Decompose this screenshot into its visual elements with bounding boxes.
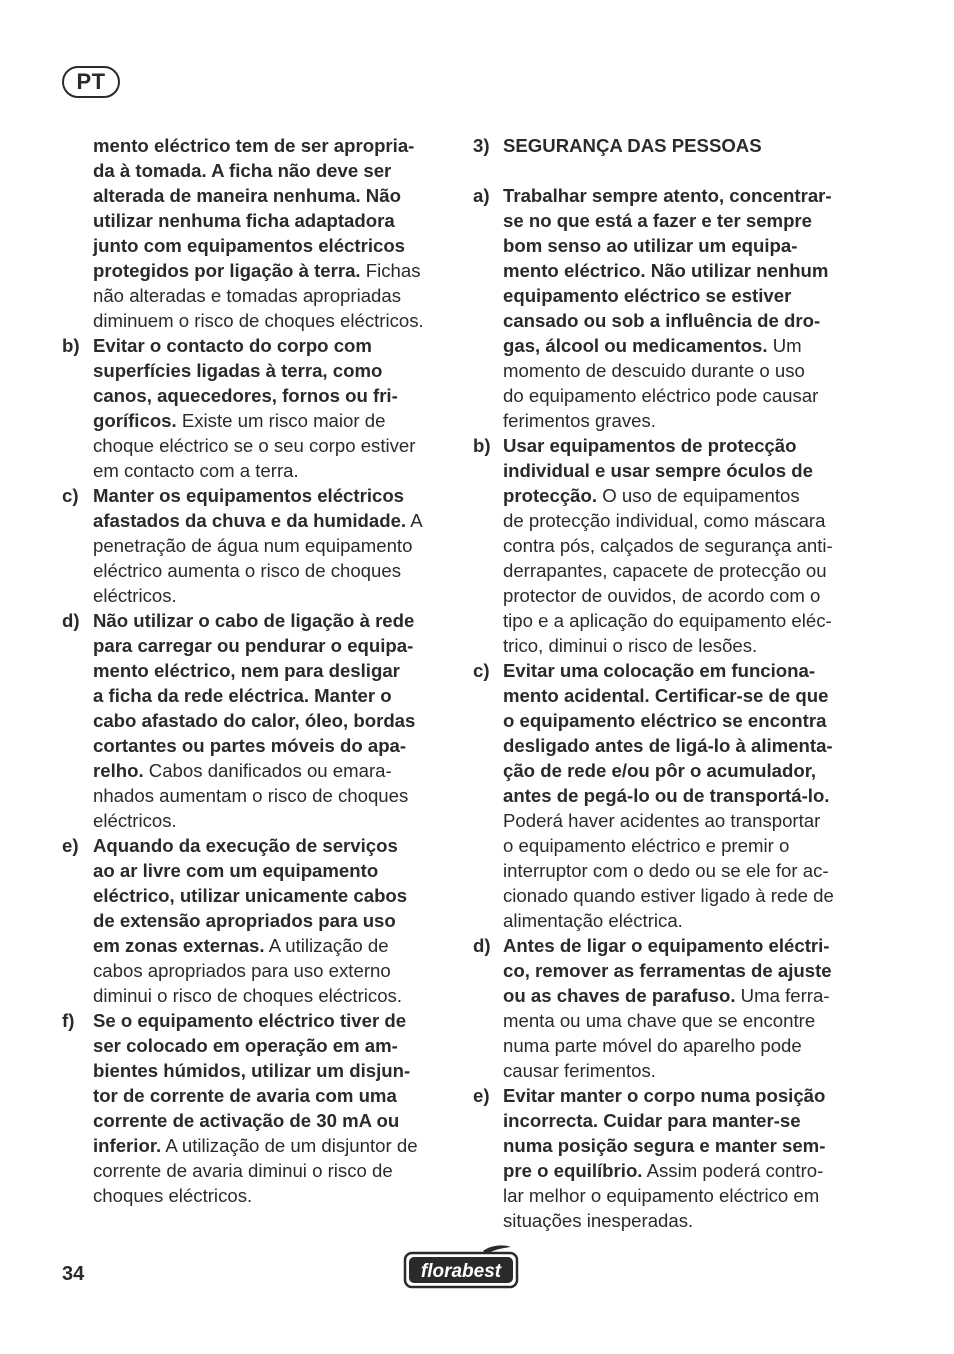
- text-line: [62, 1133, 446, 1158]
- bold-text: junto com equipamentos eléctricos: [93, 235, 406, 256]
- regular-text: A: [406, 510, 423, 531]
- text-line: [473, 308, 863, 333]
- bold-text: bom senso ao utilizar um equipa-: [503, 235, 798, 256]
- line-content: [503, 408, 656, 433]
- florabest-logo: [403, 1244, 521, 1295]
- text-line: [62, 683, 446, 708]
- line-content: [503, 658, 815, 683]
- bold-text: incorrecta. Cuidar para manter-se: [503, 1110, 801, 1131]
- line-content: [93, 183, 401, 208]
- line-content: [93, 1033, 398, 1058]
- text-line: [473, 958, 863, 983]
- line-content: [503, 1058, 656, 1083]
- bold-text: gas, álcool ou medicamentos.: [503, 335, 768, 356]
- text-line: [473, 1183, 863, 1208]
- regular-text: nhados aumentam o risco de choques: [93, 785, 409, 806]
- text-line: [62, 383, 446, 408]
- line-content: [93, 408, 385, 433]
- line-content: [503, 183, 832, 208]
- bold-text: cansado ou sob a influência de dro-: [503, 310, 821, 331]
- regular-text: do equipamento eléctrico pode causar: [503, 385, 819, 406]
- text-line: [62, 1183, 446, 1208]
- line-content: [503, 583, 820, 608]
- line-content: [93, 233, 405, 258]
- line-content: [93, 383, 398, 408]
- line-content: [503, 133, 762, 158]
- line-content: [503, 883, 834, 908]
- text-line: [62, 308, 446, 333]
- line-content: [93, 533, 412, 558]
- text-line: [62, 233, 446, 258]
- text-line: [473, 433, 863, 458]
- regular-text: ferimentos graves.: [503, 410, 656, 431]
- text-line: [473, 233, 863, 258]
- line-content: [93, 983, 402, 1008]
- line-content: [503, 858, 829, 883]
- bold-text: superfícies ligadas à terra, como: [93, 360, 383, 381]
- section-heading: SEGURANÇA DAS PESSOAS: [503, 135, 762, 156]
- text-line: [473, 608, 863, 633]
- text-line: [473, 1033, 863, 1058]
- text-line: [473, 733, 863, 758]
- line-content: [503, 308, 820, 333]
- list-marker: b): [62, 335, 80, 356]
- text-line: [473, 1008, 863, 1033]
- bold-text: de extensão apropriados para uso: [93, 910, 396, 931]
- text-line: [62, 1158, 446, 1183]
- regular-text: Existe um risco maior de: [176, 410, 386, 431]
- line-content: [503, 233, 797, 258]
- line-content: [93, 433, 415, 458]
- bold-text: ou as chaves de parafuso.: [503, 985, 736, 1006]
- line-content: [93, 808, 177, 833]
- text-line: [473, 583, 863, 608]
- line-content: [93, 658, 400, 683]
- list-marker: c): [62, 485, 79, 506]
- text-line: [62, 558, 446, 583]
- list-marker: b): [473, 435, 491, 456]
- text-line: [62, 208, 446, 233]
- line-content: [503, 358, 805, 383]
- text-line: [473, 858, 863, 883]
- right-column: [473, 133, 863, 1233]
- list-marker: f): [62, 1010, 75, 1031]
- text-line: [62, 983, 446, 1008]
- paragraph-spacer: [473, 158, 863, 183]
- text-line: [62, 883, 446, 908]
- regular-text: em contacto com a terra.: [93, 460, 299, 481]
- text-line: [473, 833, 863, 858]
- line-content: [503, 1133, 825, 1158]
- regular-text: o equipamento eléctrico e premir o: [503, 835, 790, 856]
- line-content: [503, 458, 813, 483]
- bold-text: desligado antes de ligá-lo à alimenta-: [503, 735, 833, 756]
- line-content: [503, 933, 830, 958]
- text-line: [473, 1158, 863, 1183]
- bold-text: tor de corrente de avaria com uma: [93, 1085, 397, 1106]
- text-line: [473, 508, 863, 533]
- bold-text: afastados da chuva e da humidade.: [93, 510, 407, 531]
- text-line: [62, 1033, 446, 1058]
- list-marker: d): [62, 610, 80, 631]
- text-line: [473, 1083, 863, 1108]
- line-content: [503, 958, 832, 983]
- line-content: [93, 708, 415, 733]
- regular-text: interruptor com o dedo ou se ele for ac-: [503, 860, 829, 881]
- bold-text: Se o equipamento eléctrico tiver de: [93, 1010, 407, 1031]
- text-line: [473, 708, 863, 733]
- line-content: [503, 908, 683, 933]
- bold-text: a ficha da rede eléctrica. Manter o: [93, 685, 392, 706]
- bold-text: mento acidental. Certificar-se de que: [503, 685, 829, 706]
- line-content: [93, 308, 424, 333]
- bold-text: Evitar manter o corpo numa posição: [503, 1085, 826, 1106]
- text-line: [473, 358, 863, 383]
- regular-text: cabos apropriados para uso externo: [93, 960, 391, 981]
- list-marker: e): [62, 835, 79, 856]
- bold-text: protegidos por ligação à terra.: [93, 260, 361, 281]
- line-content: [503, 758, 816, 783]
- line-content: [503, 833, 789, 858]
- bold-text: pre o equilíbrio.: [503, 1160, 643, 1181]
- bold-text: para carregar ou pendurar o equipa-: [93, 635, 414, 656]
- text-line: [473, 483, 863, 508]
- language-badge: [62, 66, 120, 98]
- text-line: [473, 933, 863, 958]
- line-content: [503, 508, 825, 533]
- language-code: PT: [76, 69, 106, 94]
- text-line: [62, 733, 446, 758]
- list-marker: c): [473, 660, 490, 681]
- regular-text: Fichas: [360, 260, 421, 281]
- line-content: [93, 1158, 393, 1183]
- bold-text: co, remover as ferramentas de ajuste: [503, 960, 832, 981]
- regular-text: eléctricos.: [93, 585, 177, 606]
- text-line: [62, 908, 446, 933]
- bold-text: o equipamento eléctrico se encontra: [503, 710, 827, 731]
- list-marker: d): [473, 935, 491, 956]
- bold-text: Evitar o contacto do corpo com: [93, 335, 372, 356]
- text-line: [473, 1108, 863, 1133]
- line-content: [503, 433, 796, 458]
- bold-text: Antes de ligar o equipamento eléctri-: [503, 935, 830, 956]
- line-content: [93, 608, 414, 633]
- bold-text: ção de rede e/ou pôr o acumulador,: [503, 760, 817, 781]
- line-content: [503, 633, 757, 658]
- text-line: [62, 833, 446, 858]
- text-line: [62, 1108, 446, 1133]
- line-content: [503, 1158, 823, 1183]
- line-content: [93, 1083, 397, 1108]
- bold-text: Aquando da execução de serviços: [93, 835, 398, 856]
- line-content: [93, 1058, 410, 1083]
- list-marker: e): [473, 1085, 490, 1106]
- line-content: [93, 633, 413, 658]
- regular-text: cionado quando estiver ligado à rede de: [503, 885, 834, 906]
- line-content: [93, 1183, 252, 1208]
- line-content: [93, 758, 392, 783]
- line-content: [93, 908, 396, 933]
- bold-text: mento eléctrico. Não utilizar nenhum: [503, 260, 829, 281]
- bold-text: mento eléctrico, nem para desligar: [93, 660, 400, 681]
- bold-text: Evitar uma colocação em funciona-: [503, 660, 816, 681]
- bold-text: se no que está a fazer e ter sempre: [503, 210, 813, 231]
- regular-text: corrente de avaria diminui o risco de: [93, 1160, 393, 1181]
- line-content: [93, 358, 382, 383]
- line-content: [93, 333, 372, 358]
- line-content: [503, 1208, 693, 1233]
- text-line: [62, 783, 446, 808]
- regular-text: numa parte móvel do aparelho pode: [503, 1035, 802, 1056]
- regular-text: trico, diminui o risco de lesões.: [503, 635, 758, 656]
- line-content: [503, 1083, 825, 1108]
- line-content: [503, 333, 802, 358]
- line-content: [503, 1033, 802, 1058]
- bold-text: utilizar nenhuma ficha adaptadora: [93, 210, 395, 231]
- line-content: [503, 258, 828, 283]
- line-content: [93, 833, 398, 858]
- line-content: [503, 283, 791, 308]
- regular-text: diminuem o risco de choques eléctricos.: [93, 310, 424, 331]
- florabest-logo-graphic: [403, 1244, 521, 1290]
- regular-text: choque eléctrico se o seu corpo estiver: [93, 435, 416, 456]
- bold-text: cortantes ou partes móveis do apa-: [93, 735, 407, 756]
- text-line: [62, 608, 446, 633]
- list-marker: 3): [473, 135, 490, 156]
- line-content: [93, 1108, 399, 1133]
- regular-text: Uma ferra-: [735, 985, 830, 1006]
- text-line: [473, 283, 863, 308]
- text-line: [62, 1083, 446, 1108]
- text-line: [62, 358, 446, 383]
- left-column: [62, 133, 446, 1208]
- line-content: [503, 608, 832, 633]
- line-content: [93, 133, 414, 158]
- text-line: [473, 983, 863, 1008]
- logo-text: florabest: [420, 1261, 502, 1282]
- line-content: [93, 283, 401, 308]
- list-marker: a): [473, 185, 490, 206]
- bold-text: Manter os equipamentos eléctricos: [93, 485, 405, 506]
- text-line: [62, 633, 446, 658]
- text-line: [62, 533, 446, 558]
- line-content: [93, 1133, 418, 1158]
- text-line: [473, 408, 863, 433]
- regular-text: menta ou uma chave que se encontre: [503, 1010, 816, 1031]
- regular-text: situações inesperadas.: [503, 1210, 694, 1231]
- line-content: [503, 208, 812, 233]
- text-line: [473, 908, 863, 933]
- bold-text: eléctrico, utilizar unicamente cabos: [93, 885, 408, 906]
- regular-text: Poderá haver acidentes ao transportar: [503, 810, 821, 831]
- text-line: [62, 933, 446, 958]
- text-line: [62, 758, 446, 783]
- line-content: [503, 683, 828, 708]
- text-line: [62, 183, 446, 208]
- line-content: [93, 733, 406, 758]
- text-line: [473, 883, 863, 908]
- regular-text: penetração de água num equipamento: [93, 535, 413, 556]
- line-content: [93, 783, 408, 808]
- text-line: [473, 208, 863, 233]
- regular-text: A utilização de: [264, 935, 389, 956]
- line-content: [93, 458, 299, 483]
- bold-text: goríficos.: [93, 410, 177, 431]
- regular-text: diminui o risco de choques eléctricos.: [93, 985, 403, 1006]
- text-line: [473, 533, 863, 558]
- line-content: [503, 533, 833, 558]
- text-line: [473, 458, 863, 483]
- text-line: [62, 483, 446, 508]
- regular-text: A utilização de um disjuntor de: [161, 1135, 418, 1156]
- regular-text: alimentação eléctrica.: [503, 910, 683, 931]
- regular-text: Um: [767, 335, 802, 356]
- text-line: [62, 333, 446, 358]
- text-line: [473, 808, 863, 833]
- regular-text: O uso de equipamentos: [597, 485, 800, 506]
- regular-text: Cabos danificados ou emara-: [143, 760, 392, 781]
- regular-text: não alteradas e tomadas apropriadas: [93, 285, 402, 306]
- line-content: [503, 558, 827, 583]
- text-line: [473, 333, 863, 358]
- text-line: [473, 633, 863, 658]
- text-line: [473, 783, 863, 808]
- bold-text: protecção.: [503, 485, 598, 506]
- line-content: [503, 1183, 819, 1208]
- text-line: [62, 408, 446, 433]
- text-line: [62, 283, 446, 308]
- regular-text: de protecção individual, como máscara: [503, 510, 826, 531]
- text-line: [62, 658, 446, 683]
- bold-text: bientes húmidos, utilizar um disjun-: [93, 1060, 411, 1081]
- bold-text: cabo afastado do calor, óleo, bordas: [93, 710, 416, 731]
- regular-text: eléctrico aumenta o risco de choques: [93, 560, 402, 581]
- text-line: [473, 133, 863, 158]
- line-content: [93, 858, 378, 883]
- line-content: [93, 1008, 406, 1033]
- regular-text: lar melhor o equipamento eléctrico em: [503, 1185, 820, 1206]
- text-line: [62, 708, 446, 733]
- line-content: [503, 983, 830, 1008]
- regular-text: tipo e a aplicação do equipamento eléc-: [503, 610, 832, 631]
- text-line: [62, 433, 446, 458]
- regular-text: eléctricos.: [93, 810, 177, 831]
- text-line: [62, 583, 446, 608]
- text-line: [473, 683, 863, 708]
- text-line: [62, 158, 446, 183]
- bold-text: antes de pegá-lo ou de transportá-lo.: [503, 785, 830, 806]
- line-content: [93, 558, 401, 583]
- text-line: [473, 1208, 863, 1233]
- text-line: [473, 758, 863, 783]
- text-line: [473, 258, 863, 283]
- page-number: 34: [62, 1263, 85, 1285]
- line-content: [93, 258, 421, 283]
- line-content: [503, 1008, 815, 1033]
- text-line: [62, 858, 446, 883]
- line-content: [503, 733, 833, 758]
- bold-text: alterada de maneira nenhuma. Não: [93, 185, 401, 206]
- line-content: [503, 483, 800, 508]
- text-line: [473, 558, 863, 583]
- bold-text: Trabalhar sempre atento, concentrar-: [503, 185, 832, 206]
- regular-text: causar ferimentos.: [503, 1060, 656, 1081]
- regular-text: choques eléctricos.: [93, 1185, 253, 1206]
- line-content: [503, 708, 826, 733]
- text-line: [473, 1058, 863, 1083]
- bold-text: inferior.: [93, 1135, 162, 1156]
- bold-text: ser colocado em operação em am-: [93, 1035, 398, 1056]
- text-line: [473, 383, 863, 408]
- line-content: [503, 383, 818, 408]
- line-content: [93, 208, 395, 233]
- text-line: [473, 658, 863, 683]
- bold-text: da à tomada. A ficha não deve ser: [93, 160, 392, 181]
- line-content: [93, 883, 407, 908]
- line-content: [93, 158, 391, 183]
- line-content: [93, 583, 177, 608]
- regular-text: momento de descuido durante o uso: [503, 360, 805, 381]
- line-content: [93, 683, 392, 708]
- regular-text: contra pós, calçados de segurança anti-: [503, 535, 833, 556]
- text-line: [62, 808, 446, 833]
- text-line: [62, 958, 446, 983]
- bold-text: individual e usar sempre óculos de: [503, 460, 813, 481]
- line-content: [93, 508, 423, 533]
- bold-text: em zonas externas.: [93, 935, 265, 956]
- text-line: [62, 258, 446, 283]
- line-content: [503, 783, 829, 808]
- line-content: [503, 808, 820, 833]
- line-content: [503, 1108, 801, 1133]
- bold-text: mento eléctrico tem de ser apropria-: [93, 135, 415, 156]
- bold-text: Usar equipamentos de protecção: [503, 435, 797, 456]
- line-content: [93, 958, 391, 983]
- line-content: [93, 483, 404, 508]
- bold-text: relho.: [93, 760, 144, 781]
- bold-text: Não utilizar o cabo de ligação à rede: [93, 610, 415, 631]
- regular-text: derrapantes, capacete de protecção ou: [503, 560, 827, 581]
- text-line: [62, 1008, 446, 1033]
- regular-text: protector de ouvidos, de acordo com o: [503, 585, 821, 606]
- line-content: [93, 933, 389, 958]
- text-line: [62, 133, 446, 158]
- text-line: [473, 1133, 863, 1158]
- bold-text: numa posição segura e manter sem-: [503, 1135, 826, 1156]
- regular-text: Assim poderá contro-: [642, 1160, 824, 1181]
- bold-text: corrente de activação de 30 mA ou: [93, 1110, 400, 1131]
- bold-text: ao ar livre com um equipamento: [93, 860, 379, 881]
- text-line: [62, 508, 446, 533]
- text-line: [62, 1058, 446, 1083]
- text-line: [62, 458, 446, 483]
- bold-text: equipamento eléctrico se estiver: [503, 285, 792, 306]
- text-line: [473, 183, 863, 208]
- bold-text: canos, aquecedores, fornos ou fri-: [93, 385, 398, 406]
